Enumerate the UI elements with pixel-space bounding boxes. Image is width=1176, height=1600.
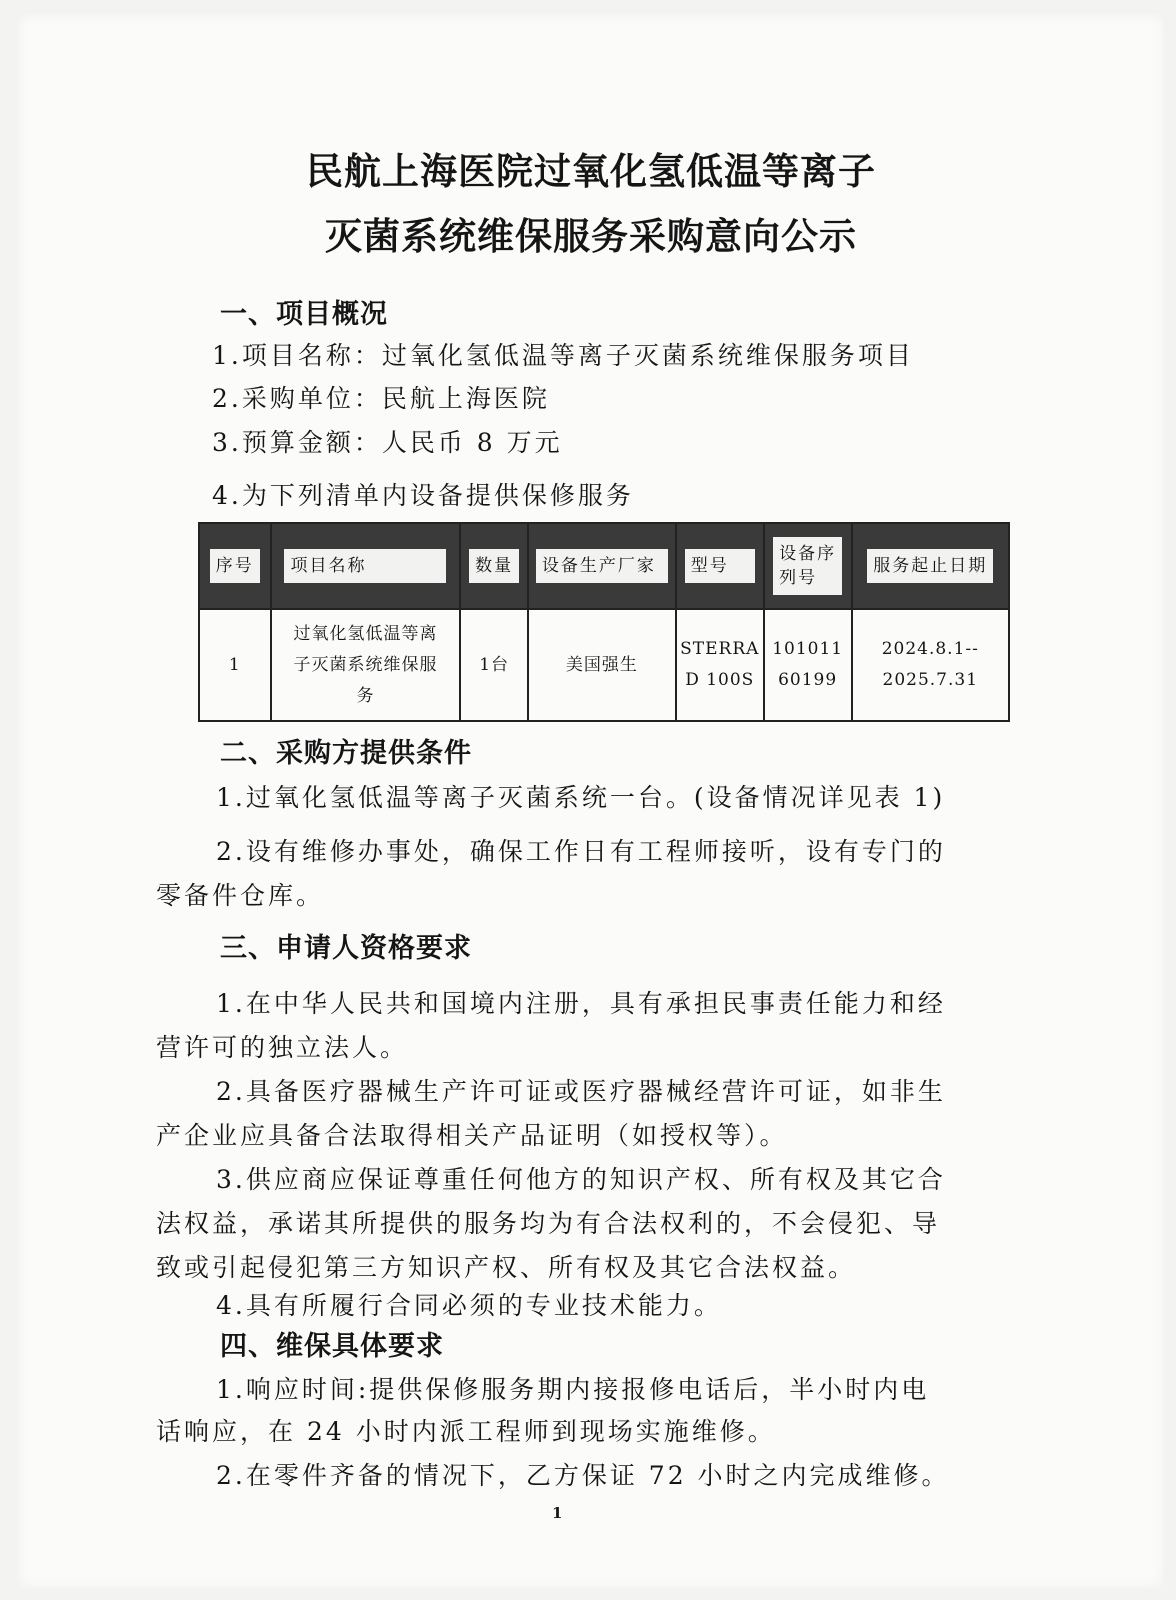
- header-cell: [528, 523, 676, 609]
- cell-model-line1: STERRA: [680, 639, 760, 659]
- header-serial: [773, 537, 842, 595]
- qualification-3-line3: 致或引起侵犯第三方知识产权、所有权及其它合法权益。: [156, 1253, 857, 1282]
- condition-2-line2: 零备件仓库。: [156, 881, 325, 910]
- qualification-2-line2: 产企业应具备合法取得相关产品证明（如授权等）。: [156, 1121, 788, 1150]
- header-qty: 数量: [469, 549, 519, 583]
- cell-serial-line1: 101011: [772, 639, 844, 659]
- cell-period-line2: 2025.7.31: [882, 670, 979, 690]
- header-cell: [764, 523, 852, 609]
- section3-heading: 三、申请人资格要求: [220, 933, 472, 964]
- document-page: [18, 14, 1164, 1588]
- header-cell: [460, 523, 528, 609]
- document-title-line1: 民航上海医院过氧化氢低温等离子: [306, 150, 876, 193]
- section1-heading: 一、项目概况: [220, 299, 388, 330]
- cell-maker: 美国强生: [528, 609, 676, 721]
- cell-serial: [764, 609, 852, 721]
- qualification-1-line2: 营许可的独立法人。: [156, 1033, 409, 1062]
- requirement-2: 2.在零件齐备的情况下，乙方保证 72 小时之内完成维修。: [216, 1461, 950, 1490]
- cell-name-line1: 过氧化氢低温等离: [293, 623, 438, 644]
- header-maker: 设备生产厂家: [536, 549, 668, 583]
- qualification-3-line2: 法权益，承诺其所提供的服务均为有合法权利的，不会侵犯、导: [156, 1209, 941, 1238]
- header-model: 型号: [685, 549, 755, 583]
- header-serial-line1: 设备序: [779, 544, 837, 564]
- qualification-3-line1: 3.供应商应保证尊重任何他方的知识产权、所有权及其它合: [216, 1165, 946, 1194]
- cell-period: [852, 609, 1009, 721]
- section2-heading: 二、采购方提供条件: [220, 738, 472, 769]
- section4-heading: 四、维保具体要求: [220, 1331, 444, 1362]
- cell-period-line1: 2024.8.1--: [881, 639, 979, 659]
- cell-name: [271, 609, 461, 721]
- document-title-line2: 灭菌系统维保服务采购意向公示: [325, 215, 857, 258]
- header-period: 服务起止日期: [867, 549, 993, 583]
- header-no: 序号: [210, 549, 260, 583]
- condition-1: 1.过氧化氢低温等离子灭菌系统一台。(设备情况详见表 1): [216, 783, 946, 812]
- cell-model-line2: D 100S: [685, 670, 755, 690]
- qualification-4: 4.具有所履行合同必须的专业技术能力。: [216, 1291, 722, 1320]
- header-cell: [271, 523, 461, 609]
- cell-serial-line2: 60199: [778, 670, 838, 690]
- table-row: [199, 609, 1009, 721]
- requirement-1-line1: 1.响应时间:提供保修服务期内接报修电话后，半小时内电: [216, 1375, 930, 1404]
- cell-no: 1: [199, 609, 271, 721]
- header-name: 项目名称: [284, 549, 446, 583]
- budget-line: 3.预算金额：人民币 8 万元: [212, 428, 563, 457]
- equipment-table: [198, 522, 1010, 722]
- purchaser-line: 2.采购单位：民航上海医院: [212, 384, 550, 413]
- condition-2-line1: 2.设有维修办事处，确保工作日有工程师接听，设有专门的: [216, 837, 946, 866]
- requirement-1-line2: 话响应，在 24 小时内派工程师到现场实施维修。: [156, 1417, 776, 1446]
- cell-qty: 1台: [460, 609, 528, 721]
- header-serial-line2: 列号: [779, 568, 818, 588]
- header-cell: [852, 523, 1009, 609]
- cell-name-line2: 子灭菌系统维保服: [293, 654, 438, 675]
- page-number: 1: [552, 1504, 563, 1522]
- qualification-1-line1: 1.在中华人民共和国境内注册，具有承担民事责任能力和经: [216, 989, 946, 1018]
- header-cell: [199, 523, 271, 609]
- qualification-2-line1: 2.具备医疗器械生产许可证或医疗器械经营许可证，如非生: [216, 1077, 946, 1106]
- cell-name-line3: 务: [356, 685, 375, 706]
- project-name-line: 1.项目名称：过氧化氢低温等离子灭菌系统维保服务项目: [212, 341, 914, 370]
- table-header-row: [199, 523, 1009, 609]
- header-cell: [676, 523, 764, 609]
- cell-model: [676, 609, 764, 721]
- service-list-intro: 4.为下列清单内设备提供保修服务: [212, 481, 634, 510]
